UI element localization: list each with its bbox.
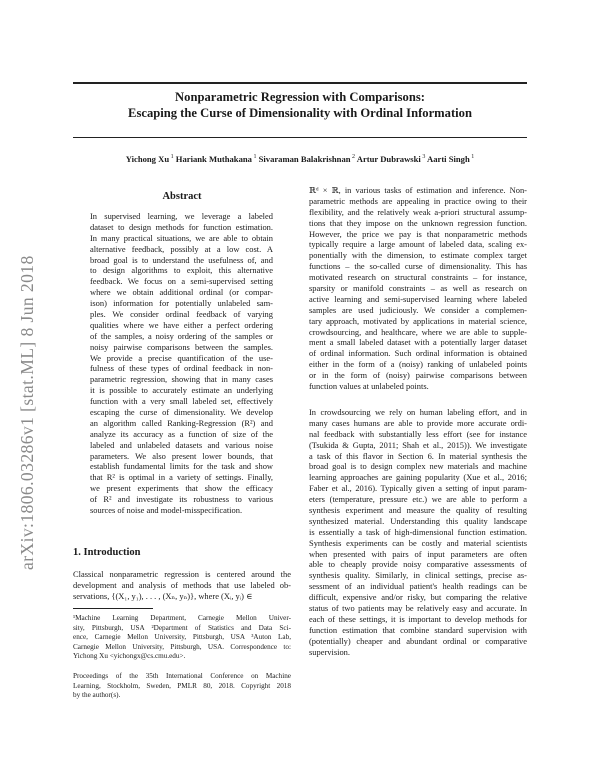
text-line: Learning, Stockholm, Sweden, PMLR 80, 2018. Copyright 2018 [73, 681, 291, 690]
text-line: broad goal is to design complex new materials and machine [309, 461, 527, 472]
author-affiliation-mark: 1 [169, 154, 174, 161]
text-line: noisy pairwise comparisons between the samples. [90, 341, 273, 352]
text-line: we present experiments that show the efficacy [90, 483, 273, 494]
paper-title-line-1: Nonparametric Regression with Comparisons: [175, 90, 425, 104]
text-line: (potentially) cheaper and abundant ordinal or comparative [309, 635, 527, 646]
text-line: to design algorithms to exploit, this alternative [90, 265, 273, 276]
author-list [73, 154, 527, 164]
text-line: eters (temperature, pressure etc.) we are able to perform a [309, 494, 527, 505]
text-line: many cases humans are able to provide more accurate ordi- [309, 417, 527, 428]
text-line: when presented with pairs of input parameters are often [309, 548, 527, 559]
text-line: of ordinal information. Such ordinal information is obtained [309, 348, 527, 359]
text-line: We provide a precise quantification of the use- [90, 352, 273, 363]
text-line: broad goal is to understand the usefulness of, and [90, 254, 273, 265]
text-line: Proceedings of the 35th International Conference on Machine [73, 672, 291, 680]
text-line: sity, Pittsburgh, USA ²Department of Statistics and Data Sci- [73, 623, 291, 632]
text-line: alternative feedback, possibly at a low cost. A [90, 243, 273, 254]
text-line: a task of this flavor in Section 6. In material synthesis the [309, 450, 527, 461]
text-line: function estimation that combine standard supervision with [309, 624, 527, 635]
author-affiliation-mark: 3 [420, 154, 426, 161]
author-affiliation-mark: 1 [251, 154, 257, 161]
text-line: active learning and semi-supervised learning where labeled [309, 293, 527, 304]
text-line: where we obtain additional ordinal (or compar- [90, 287, 273, 298]
text-line: it is possible to accurately estimate an underlying [90, 385, 273, 396]
abstract-body [90, 211, 273, 516]
text-line: by the author(s). [73, 691, 121, 699]
text-line: of R² and investigate its robustness to various [90, 494, 273, 505]
text-line: each of these settings, it is important to develop methods for [309, 613, 527, 624]
text-line: supervision. [309, 646, 351, 657]
text-line: analyze its accuracy as a function of size of the [90, 428, 273, 439]
text-line: parametric regression, showing that in many cases [90, 374, 273, 385]
text-line: typically require a large amount of labeled data, scaling ex- [309, 239, 527, 250]
text-line: ment a small labeled dataset with a potentially larger dataset [309, 337, 527, 348]
text-line: Yichong Xu <yichongx@cs.cmu.edu>. [73, 652, 186, 660]
text-line: function with a very small labeled set, effectively [90, 396, 273, 407]
text-line: In supervised learning, we leverage a labeled [90, 211, 273, 221]
text-line: flexibility, and the relatively weak a-priori structural assump- [309, 206, 527, 217]
text-line: feedback. We focus on a semi-supervised setting [90, 276, 273, 287]
text-line: Carnegie Mellon University, Pittsburgh, USA. Correspondence to: [73, 642, 291, 651]
text-line: (Tsukida & Gupta, 2011; Shah et al., 2015)). We investigate [309, 439, 527, 450]
text-line: servations, {(X₁, y₁), . . . , (Xₙ, yₙ)}, where (Xᵢ, yᵢ) ∈ [73, 590, 253, 601]
text-line: learning approaches are gaining popularity (Xue et al., 2016; [309, 472, 527, 483]
text-line: tions that they impose on the unknown regression function. [309, 217, 527, 228]
text-line: motivated research on structural constraints – for instance, [309, 272, 527, 283]
text-line: ples. We consider ordinal feedback of varying [90, 309, 273, 320]
author-name: Hariank Muthakana [175, 154, 252, 164]
text-line: Faber et al., 2016). Typically given a setting of input param- [309, 483, 527, 494]
text-line: ¹Machine Learning Department, Carnegie Mellon Univer- [73, 614, 291, 622]
text-line: functions – the so-called curse of dimensionality. This has [309, 261, 527, 272]
author-name: Yichong Xu [125, 154, 170, 164]
affiliation-footnote [73, 614, 291, 662]
author-name: Artur Dubrawski [356, 154, 421, 164]
text-line: able to cheaply provide noisy comparative assessments of [309, 559, 527, 570]
text-line: parametric methods are appealing in practice owing to their [309, 195, 527, 206]
text-line: development and analysis of methods that use labeled ob- [73, 579, 291, 590]
text-line: establish fundamental limits for the task and show [90, 461, 273, 472]
proceedings-note [73, 672, 291, 701]
right-column-paragraph-2 [309, 407, 527, 657]
text-line: dataset to design methods for function estimation. [90, 221, 273, 232]
text-line: crowdsourcing, and healthcare, where we are able to supple- [309, 326, 527, 337]
author-name: Sivaraman Balakrishnan [258, 154, 351, 164]
text-line: In crowdsourcing we rely on human labeling effort, and in [309, 407, 527, 417]
text-line: synthesis quality. Similarly, in clinical settings, precise as- [309, 570, 527, 581]
text-line: nal feedback with substantially less effort (see for instance [309, 428, 527, 439]
paper-title-line-2: Escaping the Curse of Dimensionality with Ordinal Information [128, 106, 472, 120]
text-line: difficult, expensive and/or risky, but comparing the relative [309, 592, 527, 603]
footnote-rule [73, 608, 153, 609]
text-line: labeled and unlabeled datasets and various noise [90, 439, 273, 450]
text-line: qualities where we have either a perfect ordering [90, 319, 273, 330]
text-line: that R² is optimal in a variety of settings. Finally, [90, 472, 273, 483]
author-affiliation-mark: 1 [469, 154, 475, 161]
introduction-heading: 1. Introduction [73, 547, 141, 558]
text-line: Classical nonparametric regression is centered around the [73, 569, 291, 579]
introduction-body [73, 569, 291, 602]
abstract-heading: Abstract [162, 191, 202, 202]
text-line: tary approach, motivated by applications in material science, [309, 315, 527, 326]
text-line: ence, Carnegie Mellon University, Pittsburgh, USA ³Auton Lab, [73, 633, 291, 641]
text-line: ison) information for potentially unlabeled sam- [90, 298, 273, 309]
author-affiliation-mark: 2 [350, 154, 356, 161]
text-line: fulness of these types of ordinal feedback in non- [90, 363, 273, 374]
text-line: an algorithm called Ranking-Regression (R²) and [90, 417, 273, 428]
text-line: either in the form of a (noisy) ranking of unlabeled points [309, 359, 527, 370]
right-column-paragraph-1 [309, 185, 527, 392]
text-line: escaping the curse of dimensionality. We develop [90, 407, 273, 418]
text-line: Synthesis experiments can be costly and material scientists [309, 537, 527, 548]
text-line: synthesized material. Understanding this quality landscape [309, 515, 527, 526]
text-line: ℝᵈ × ℝ, in various tasks of estimation and inference. Non- [309, 185, 527, 195]
text-line: status of two patients may be relatively easy and accurate. In [309, 603, 527, 614]
title-rule-bottom [73, 137, 527, 138]
text-line: synthesis experiment and measure the quality of resulting [309, 505, 527, 516]
text-line: parameters. We also present lower bounds, that [90, 450, 273, 461]
text-line: However, the price we pay is that nonparametric methods [309, 228, 527, 239]
arxiv-identifier: arXiv:1806.03286v1 [stat.ML] 8 Jun 2018 [17, 255, 37, 570]
title-rule-top [73, 82, 527, 84]
text-line: sources of noise and model-misspecification. [90, 505, 243, 516]
text-line: or in the form of (noisy) pairwise comparisons between [309, 370, 527, 381]
text-line: function values at unlabeled points. [309, 381, 429, 392]
text-line: is essentially a task of high-dimensional function estimation. [309, 526, 527, 537]
text-line: sessment of an individual patient's health readings can be [309, 581, 527, 592]
author-name: Aarti Singh [427, 154, 470, 164]
text-line: In many practical situations, we are able to obtain [90, 232, 273, 243]
text-line: ponentially with the dimension, to estimate complex target [309, 250, 527, 261]
text-line: samples are used judiciously. We consider a complemen- [309, 304, 527, 315]
text-line: of the samples, a noisy ordering of the samples or [90, 330, 273, 341]
text-line: sparsity or manifold constraints – as well as research on [309, 283, 527, 294]
